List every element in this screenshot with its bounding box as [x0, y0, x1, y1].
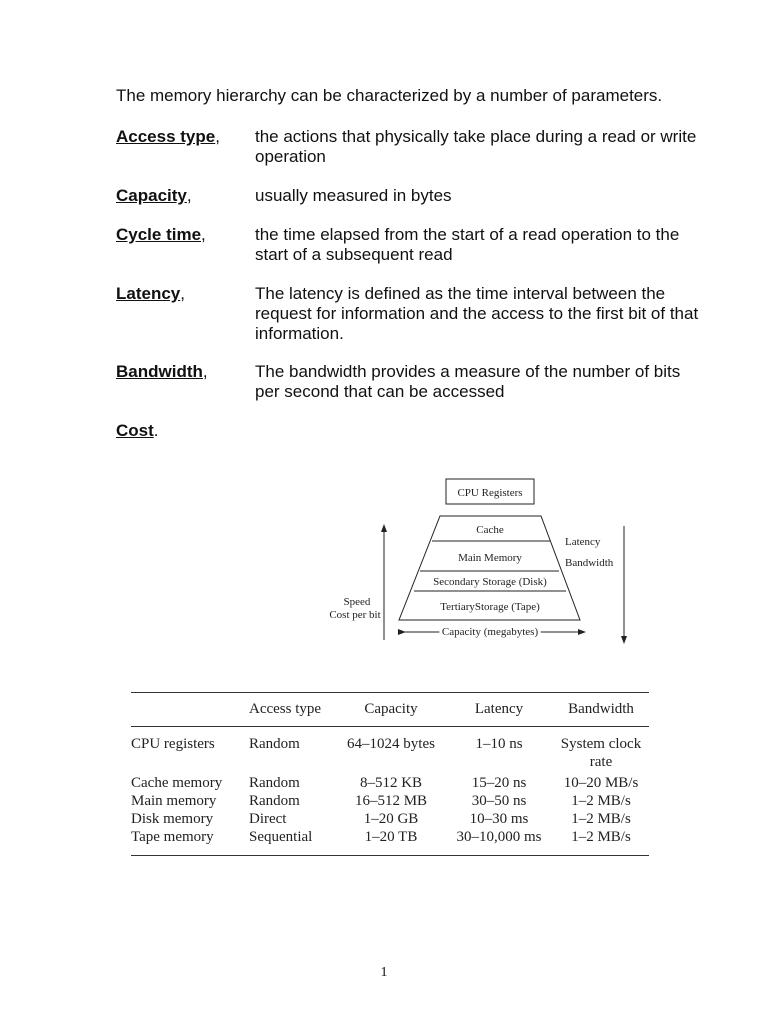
table-row: [131, 727, 649, 775]
intro-text: The memory hierarchy can be characterized by a number of parameters.: [116, 86, 663, 105]
definition-term: Access type: [116, 127, 216, 146]
table-cell: Tape memory: [131, 829, 214, 845]
level-tertiary-storage-label: TertiaryStorage (Tape): [440, 601, 540, 613]
bandwidth-label: Bandwidth: [565, 557, 614, 569]
table-cell: 1–2 MB/s: [571, 829, 631, 845]
definition-term: Bandwidth: [116, 362, 203, 381]
table-cell: Cache memory: [131, 775, 223, 791]
memory-parameters-table: [131, 692, 649, 856]
table-cell: Sequential: [249, 829, 313, 845]
table-cell: 1–2 MB/s: [571, 793, 631, 809]
cost-per-bit-label: Cost per bit: [329, 609, 381, 621]
table-cell: 30–50 ns: [471, 793, 527, 809]
table-row: [131, 828, 649, 856]
table-header-row: [131, 693, 649, 727]
cpu-registers-label: CPU Registers: [457, 487, 523, 499]
table-cell: 64–1024 bytes: [347, 736, 435, 752]
table-cell: Random: [249, 793, 300, 809]
level-secondary-storage-label: Secondary Storage (Disk): [433, 576, 547, 588]
table-cell: System clock rate: [560, 736, 642, 770]
table-cell: Random: [249, 736, 300, 752]
table-cell: 16–512 MB: [354, 793, 428, 809]
capacity-label: Capacity (megabytes): [441, 626, 539, 638]
definition-description: the time elapsed from the start of a read operation to the start of a subsequent read: [255, 225, 680, 264]
page-number: 1: [380, 965, 388, 980]
table-cell: Random: [249, 775, 300, 791]
table-cell: 1–20 GB: [363, 811, 419, 827]
definition-description: The bandwidth provides a measure of the number of bits per second that can be accessed: [255, 362, 681, 401]
table-row: [131, 792, 649, 810]
speed-label: Speed: [343, 596, 371, 608]
table-cell: 1–10 ns: [475, 736, 523, 752]
table-header-cell: Latency: [474, 701, 524, 717]
table-header-cell: [131, 693, 249, 727]
level-main-memory-label: Main Memory: [458, 552, 522, 564]
table-header-cell: Bandwidth: [568, 701, 634, 717]
definition-term: Latency: [116, 284, 181, 303]
latency-label: Latency: [565, 536, 601, 548]
table-cell: 8–512 KB: [359, 775, 423, 791]
definition-description: the actions that physically take place during a read or write operation: [255, 127, 697, 166]
definition-description: usually measured in bytes: [255, 186, 452, 205]
table-header-cell: Access type: [249, 701, 322, 717]
table-row: [131, 810, 649, 828]
table-cell: 1–20 TB: [364, 829, 418, 845]
table-row: [131, 774, 649, 792]
definition-term: Cycle time: [116, 225, 202, 244]
table-header-cell: Capacity: [364, 701, 418, 717]
definition-term: Cost: [116, 421, 154, 440]
table-cell: Disk memory: [131, 811, 214, 827]
table-cell: CPU registers: [131, 736, 215, 752]
level-cache-label: Cache: [476, 524, 504, 536]
table-cell: Main memory: [131, 793, 217, 809]
table-cell: 30–10,000 ms: [456, 829, 542, 845]
definition-description: The latency is defined as the time interval between the request for information and the access to the first bit of that information.: [255, 284, 699, 343]
table-cell: 10–20 MB/s: [563, 775, 639, 791]
table-cell: 10–30 ms: [469, 811, 529, 827]
table-cell: Direct: [249, 811, 287, 827]
definition-term: Capacity: [116, 186, 187, 205]
table-cell: 15–20 ns: [471, 775, 527, 791]
memory-hierarchy-diagram: [320, 474, 630, 644]
table-cell: 1–2 MB/s: [571, 811, 631, 827]
